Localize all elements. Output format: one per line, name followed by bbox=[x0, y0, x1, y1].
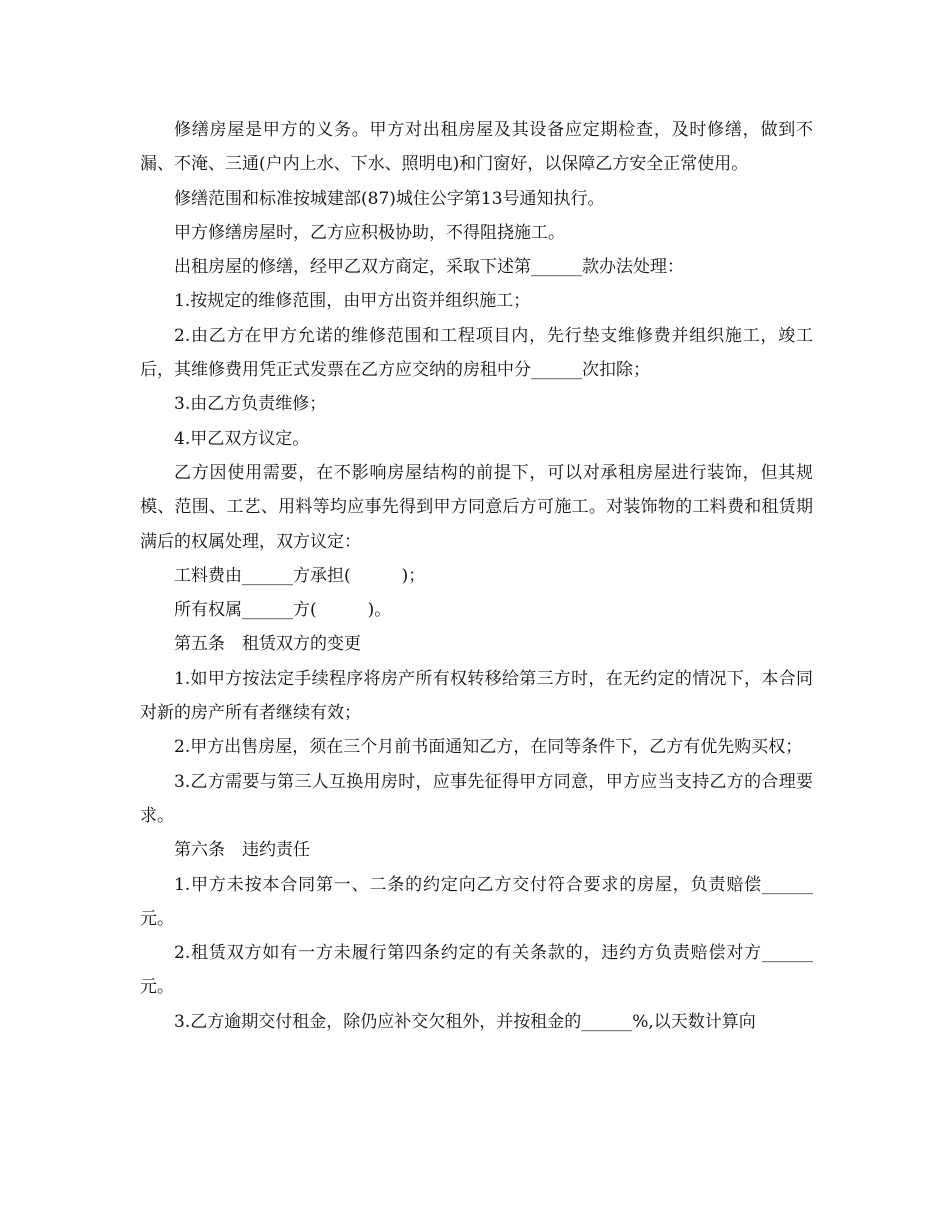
paragraph-repair-cooperation: 甲方修缮房屋时，乙方应积极协助，不得阻挠施工。 bbox=[174, 222, 565, 243]
section-heading-article-6: 第六条 违约责任 bbox=[174, 840, 310, 861]
paragraph-repair-standard: 修缮范围和标准按城建部(87)城住公字第13号通知执行。 bbox=[174, 188, 605, 209]
paragraph-repair-method: 出租房屋的修缮，经甲乙双方商定，采取下述第______款办法处理： bbox=[174, 257, 684, 278]
paragraph-liability-3: 3.乙方逾期交付租金，除仍应补交欠租外，并按租金的______%,以天数计算向 bbox=[174, 1011, 756, 1032]
paragraph-ownership: 所有权属______方( )。 bbox=[174, 600, 392, 621]
paragraph-liability-2: 2.租赁双方如有一方未履行第四条约定的有关条款的，违约方负责赔偿对方______元。 bbox=[140, 943, 813, 998]
paragraph-change-1: 1.如甲方按法定手续程序将房产所有权转移给第三方时，在无约定的情况下，本合同对新的房产所有者继续有效； bbox=[140, 668, 813, 724]
paragraph-repair-duty: 修缮房屋是甲方的义务。甲方对出租房屋及其设备应定期检查，及时修缮，做到不漏、不淹、三通(户内上水、下水、照明电)和门窗好，以保障乙方安全正常使用。 bbox=[140, 120, 813, 175]
document-page bbox=[140, 113, 813, 1039]
paragraph-change-3: 3.乙方需要与第三人互换用房时，应事先征得甲方同意，甲方应当支持乙方的合理要求。 bbox=[140, 771, 813, 826]
paragraph-decoration: 乙方因使用需要，在不影响房屋结构的前提下，可以对承租房屋进行装饰，但其规模、范围、工艺、用料等均应事先得到甲方同意后方可施工。对装饰物的工料费和租赁期满后的权属处理，双方议定： bbox=[140, 462, 813, 552]
paragraph-material-cost: 工料费由______方承担( )； bbox=[174, 565, 426, 586]
paragraph-method-3: 3.由乙方负责维修； bbox=[174, 394, 327, 415]
paragraph-change-2: 2.甲方出售房屋，须在三个月前书面通知乙方，在同等条件下，乙方有优先购买权； bbox=[174, 737, 803, 758]
paragraph-method-2: 2.由乙方在甲方允诺的维修范围和工程项目内，先行垫支维修费并组织施工，竣工后，其维修费用凭正式发票在乙方应交纳的房租中分______次扣除； bbox=[140, 325, 813, 381]
section-heading-article-5: 第五条 租赁双方的变更 bbox=[174, 634, 361, 655]
paragraph-method-4: 4.甲乙双方议定。 bbox=[174, 428, 310, 449]
paragraph-liability-1: 1.甲方未按本合同第一、二条的约定向乙方交付符合要求的房屋，负责赔偿______元。 bbox=[140, 874, 813, 929]
paragraph-method-1: 1.按规定的维修范围，由甲方出资并组织施工； bbox=[174, 291, 531, 312]
